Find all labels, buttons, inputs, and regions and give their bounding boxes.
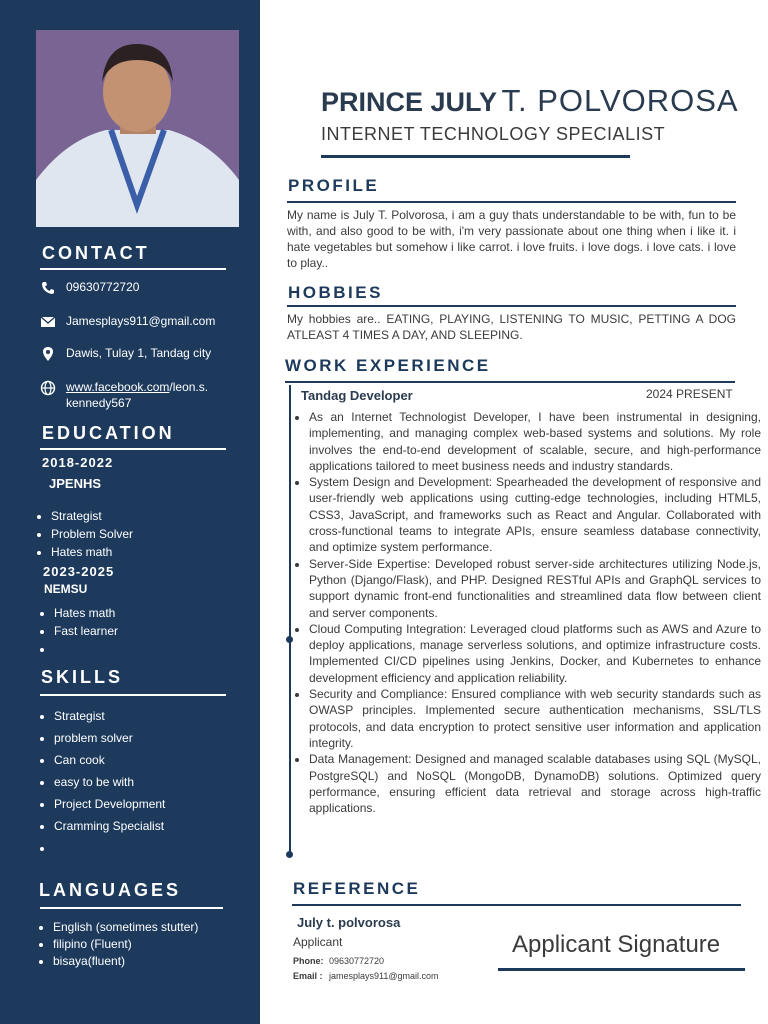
phone-icon — [40, 280, 56, 296]
list-item: • Security and Compliance: Ensured compliance with web security standards such as OWASP principles. Implemented secure authentication mechanisms, SSL/TLS protocols, and data encryption to protect sensitive user information and application integrity. — [309, 686, 761, 751]
list-item: • As an Internet Technologist Developer, I have been instrumental in designing, implementing, and managing complex web-based systems and solutions. My role involves the end-to-end development of scalable, secure, and high-performance applications tailored to meet business needs and industry standards. — [309, 409, 761, 474]
list-item — [54, 837, 165, 859]
languages-list — [39, 919, 198, 970]
list-item: • Server-Side Expertise: Developed robust server-side architectures utilizing Node.js, Python (Django/Flask), and PHP. Designed RESTful APIs and GraphQL services to support dynamic front-end functionalities and streamlined data flow between client and server components. — [309, 556, 761, 621]
school-2-years: 2023-2025 — [43, 564, 115, 579]
facebook-line-2: kennedy567 — [66, 396, 132, 410]
reference-email-value[interactable]: jamesplays911@gmail.com — [329, 971, 439, 981]
languages-heading: LANGUAGES — [39, 880, 182, 900]
facebook-link[interactable]: www.facebook.com — [66, 380, 170, 394]
page-title — [321, 83, 739, 119]
skills-heading: SKILLS — [41, 667, 124, 687]
reference-phone-value: 09630772720 — [329, 956, 385, 966]
signature-line — [498, 968, 745, 971]
education-divider — [40, 448, 226, 450]
skills-divider — [40, 694, 226, 696]
list-item: • Cloud Computing Integration: Leveraged cloud platforms such as AWS and Azure to deploy applications, manage serverless solutions, and optimize infrastructure costs. Implemented CI/CD pipelines using Jenkins, Docker, and Kubernetes to enhance development efficiency and application reliability. — [309, 621, 761, 686]
school-2-list — [40, 604, 118, 658]
name-last: T. POLVOROSA — [501, 83, 739, 118]
list-item: • System Design and Development: Spearheaded the development of responsive and user-friendly web applications using cutting-edge technologies, including HTML5, CSS3, JavaScript, and frameworks such as React and Angular. Collaborated with cross-functional teams to integrate APIs, ensure seamless database connectivity, and optimize system performance. — [309, 474, 761, 555]
hobbies-text: My hobbies are.. EATING, PLAYING, LISTENING TO MUSIC, PETTING A DOG ATLEAST 4 TIMES A DAY, AND SLEEPING. — [287, 312, 736, 342]
contact-divider — [40, 268, 226, 270]
profile-divider — [287, 201, 736, 203]
applicant-signature: Applicant Signature — [512, 931, 721, 958]
facebook-line-1 — [66, 380, 208, 394]
name-first: PRINCE JULY — [321, 87, 498, 117]
list-item: • filipino (Fluent) — [53, 936, 198, 953]
school-1-name: JPENHS — [49, 476, 102, 491]
list-item: • Hates math — [54, 604, 118, 622]
languages-divider — [40, 907, 223, 909]
globe-icon — [40, 380, 56, 396]
contact-address-text: Dawis, Tulay 1, Tandag city — [66, 346, 212, 360]
job-headline: INTERNET TECHNOLOGY SPECIALIST — [321, 124, 666, 144]
reference-divider — [292, 904, 741, 906]
contact-email-text[interactable]: Jamesplays911@gmail.com — [66, 314, 216, 328]
reference-email — [293, 971, 439, 981]
contact-phone-text: 09630772720 — [66, 280, 140, 294]
contact-heading: CONTACT — [42, 243, 150, 263]
list-item: • problem solver — [54, 727, 165, 749]
list-item: • bisaya(fluent) — [53, 953, 198, 970]
education-heading: EDUCATION — [42, 423, 175, 443]
reference-role: Applicant — [293, 935, 343, 949]
list-item: • Strategist — [54, 705, 165, 727]
facebook-path: /leon.s. — [169, 380, 209, 394]
reference-phone-label: Phone: — [293, 956, 324, 966]
list-item: • Cramming Specialist — [54, 815, 165, 837]
reference-email-label: Email : — [293, 971, 323, 981]
list-item: • Strategist — [51, 507, 133, 525]
timeline-line — [289, 385, 291, 855]
reference-name: July t. polvorosa — [297, 915, 401, 930]
profile-text: My name is July T. Polvorosa, i am a guy thats understandable to be with, fun to be with, and also good to be with, i'm very passionate about one thing when i like it. i hate vegetables but somehow i like carrot. i love fruits. i love dogs. i love cats. i love to play.. — [287, 208, 736, 270]
school-1-years: 2018-2022 — [42, 455, 114, 470]
profile-photo-illustration — [36, 30, 239, 227]
school-1-list — [37, 507, 133, 561]
profile-photo — [36, 30, 239, 227]
list-item: • Data Management: Designed and managed scalable databases using SQL (MySQL, PostgreSQL) and NoSQL (MongoDB, DynamoDB) solutions. Optimized query performance, ensuring efficient data retrieval and storage across high-traffic applications. — [309, 751, 761, 816]
list-item: • English (sometimes stutter) — [53, 919, 198, 936]
list-item: • easy to be with — [54, 771, 165, 793]
work-heading: WORK EXPERIENCE — [285, 356, 491, 375]
timeline-dot — [286, 636, 293, 643]
list-item: • Hates math — [51, 543, 133, 561]
list-item: • Project Development — [54, 793, 165, 815]
mail-icon — [40, 314, 56, 330]
location-pin-icon — [40, 346, 56, 362]
skills-list — [40, 705, 165, 859]
timeline-dot — [286, 851, 293, 858]
list-item — [54, 640, 118, 658]
sidebar — [0, 0, 260, 1024]
reference-heading: REFERENCE — [293, 879, 421, 898]
reference-phone — [293, 956, 384, 966]
list-item: • Problem Solver — [51, 525, 133, 543]
list-item: • Fast learner — [54, 622, 118, 640]
school-2-name: NEMSU — [44, 582, 88, 596]
work-list — [293, 409, 761, 816]
work-divider — [285, 381, 735, 383]
hobbies-divider — [287, 305, 736, 307]
headline-divider — [321, 155, 630, 158]
list-item: • Can cook — [54, 749, 165, 771]
profile-heading: PROFILE — [288, 176, 380, 195]
hobbies-heading: HOBBIES — [288, 283, 383, 302]
job-title: Tandag Developer — [301, 388, 413, 403]
job-date: 2024 PRESENT — [646, 387, 733, 401]
